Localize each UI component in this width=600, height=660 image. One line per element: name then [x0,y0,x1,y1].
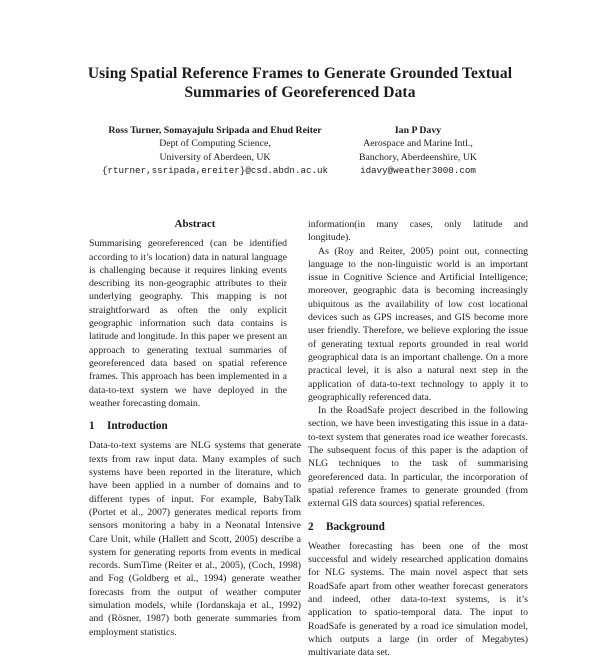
right-para-2: As (Roy and Reiter, 2005) point out, connecting language to the non-linguistic world is an important issue in Cognitive Science and Artificial Intelligence; moreover, geographic data is becoming increasingly ubiquitous as the availability of low cost locational devices such as GPS increases, and GIS become more user friendly. Therefore, we believe exploring the issue of generating textual reports grounded in real world geographical data is an important challenge. On a more practical level, it is also a natural next step in the application of data-to-text technology to apply it to geographically referenced data. [308,245,528,403]
affiliation-right-2: Banchory, Aberdeenshire, UK [359,151,477,163]
title-line-2: Summaries of Georeferenced Data [184,84,416,101]
section-heading-background [308,521,528,534]
paper-title [40,64,560,102]
background-text: Weather forecasting has been one of the most successful and widely researched application domains for NLG systems. The main novel aspect that sets RoadSafe apart from other weather forecast generators and indeed, other data-to-text systems, is it’s application to spatio-temporal data. The input to RoadSafe is generated by a road ice simulation model, which outputs a large (in order of Megabytes) multivariate data set. [308,540,528,659]
abstract-heading: Abstract [174,218,216,230]
email-right: idavy@weather3000.com [360,165,476,177]
section-number: 2 [308,520,314,533]
abstract-text: Summarising georeferenced (can be identified according to it’s location) data in natural language is challenging because it requires linking events describing its non-geographic attributes to their underlying geography. This mapping is not straightforward as often the only explicit geographic information such data contains is latitude and longitude. In this paper we present an approach to generating textual summaries of georeferenced data based on spatial reference frames. This approach has been implemented in a data-to-text system we have deployed in the weather forecasting domain. [89,238,287,409]
section-title: Introduction [107,420,168,433]
left-column [89,218,301,639]
introduction-text: Data-to-text systems are NLG systems that generate texts from raw input data. Many examples of such systems have been reported in the literature, which have been applied in a number of domains and to different types of input. For example, BabyTalk (Portet et al., 2007) generates medical reports from sensors monitoring a baby in a Neonatal Intensive Care Unit, while (Hallett and Scott, 2005) describe a system for generating reports from events in medical records. SumTime (Reiter et al., 2005), (Coch, 1998) and Fog (Goldberg et al., 1994) generate weather forecasts from the output of weather computer simulation models, while (Iordanskaja et al., 1992) and (Rösner, 1987) both generate summaries from employment statistics. [89,440,301,638]
section-title: Background [326,520,385,533]
author-names-left: Ross Turner, Somayajulu Sripada and Ehud Reiter [108,125,322,136]
affiliation-left-2: University of Aberdeen, UK [159,151,271,163]
section-number: 1 [89,420,95,433]
right-para-1: information(in many cases, only latitude and longitude). [308,219,528,244]
right-column [308,218,528,660]
authors-right [318,124,518,178]
email-left: {rturner,ssripada,ereiter}@csd.abdn.ac.uk [101,165,329,177]
author-names-right: Ian P Davy [394,125,442,136]
affiliation-right-1: Aerospace and Marine Intl., [363,138,473,150]
authors-left [70,124,360,178]
title-line-1: Using Spatial Reference Frames to Generate Grounded Textual [87,65,513,82]
right-para-3: In the RoadSafe project described in the following section, we have been investigating this issue in a data-to-text system that generates road ice weather forecasts. The subsequent focus of this paper is the adaption of NLG techniques to the task of summarising georeferenced data. In particular, the incorporation of spatial reference frames to generate grounded (from external GIS data sources) spatial references. [308,405,528,510]
section-heading-introduction [89,420,301,433]
affiliation-left-1: Dept of Computing Science, [159,138,271,150]
